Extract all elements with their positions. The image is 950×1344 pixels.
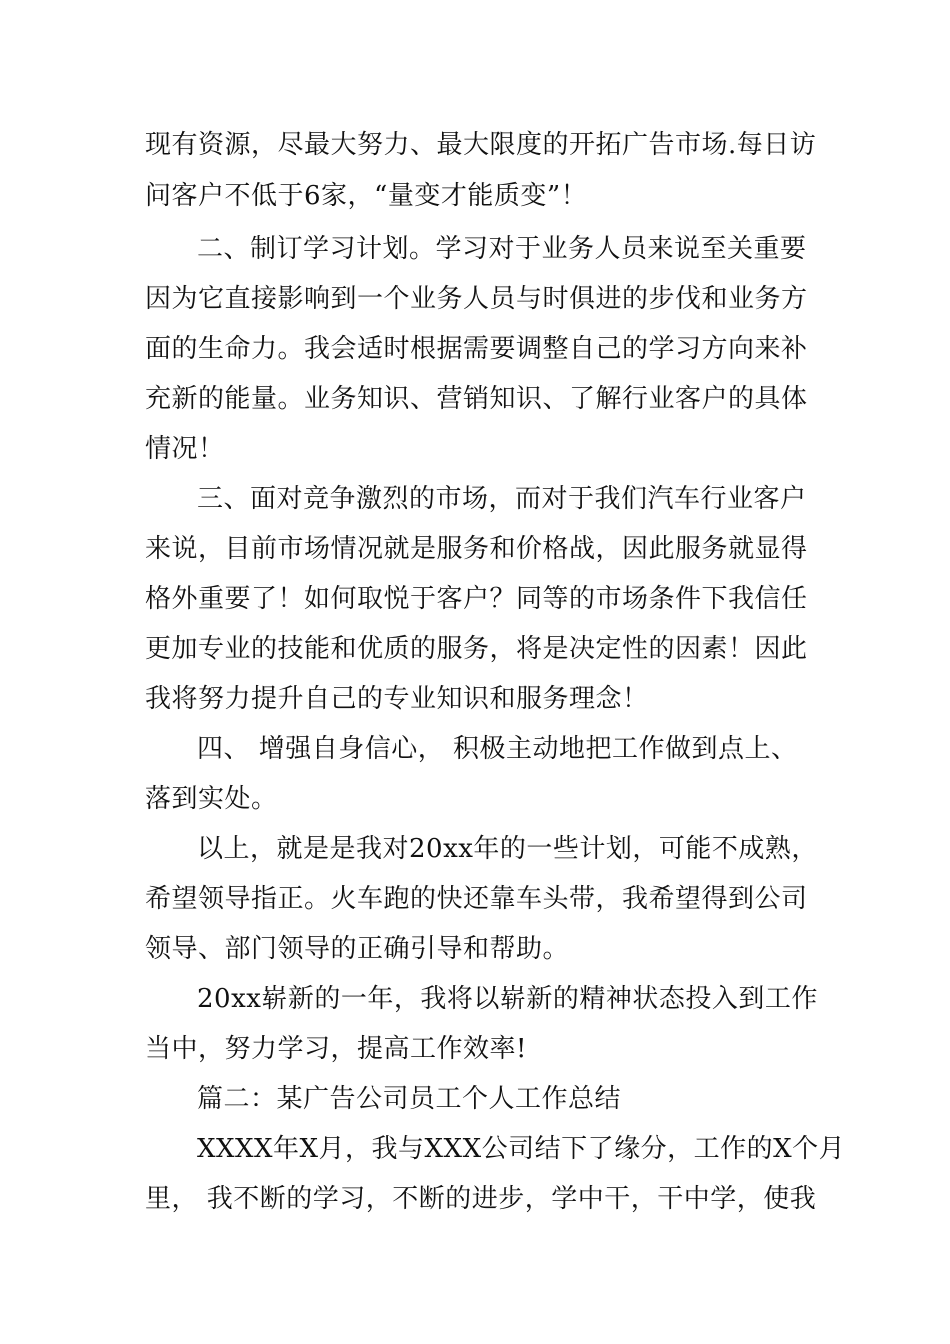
text-line: 以上，就是是我对20xx年的一些计划，可能不成熟， <box>197 834 818 864</box>
text-line: 情况！ <box>145 434 225 464</box>
text-line: 领导、部门领导的正确引导和帮助。 <box>145 934 570 964</box>
text-line: 我将努力提升自己的专业知识和服务理念！ <box>145 684 649 714</box>
text-line: 格外重要了！如何取悦于客户？同等的市场条件下我信任 <box>145 584 808 614</box>
text-line: 充新的能量。业务知识、营销知识、了解行业客户的具体 <box>145 384 808 414</box>
section-heading: 篇二：某广告公司员工个人工作总结 <box>197 1084 622 1114</box>
text-line: XXXX年X月，我与XXX公司结下了缘分，工作的X个月 <box>197 1134 846 1164</box>
text-line: 四、 增强自身信心， 积极主动地把工作做到点上、 <box>197 734 798 764</box>
text-line: 希望领导指正。火车跑的快还靠车头带，我希望得到公司 <box>145 884 808 914</box>
text-line: 问客户不低于6家，“量变才能质变”！ <box>145 181 588 211</box>
text-line: 20xx崭新的一年，我将以崭新的精神状态投入到工作 <box>197 984 818 1014</box>
text-line: 来说，目前市场情况就是服务和价格战，因此服务就显得 <box>145 534 808 564</box>
text-line: 当中，努力学习，提高工作效率! <box>145 1034 527 1064</box>
text-line: 现有资源，尽最大努力、最大限度的开拓广告市场.每日访 <box>145 130 817 160</box>
text-line: 三、面对竞争激烈的市场，而对于我们汽车行业客户 <box>197 484 807 514</box>
text-line: 面的生命力。我会适时根据需要调整自己的学习方向来补 <box>145 334 808 364</box>
text-line: 二、制订学习计划。学习对于业务人员来说至关重要 <box>197 234 807 264</box>
text-line: 更加专业的技能和优质的服务，将是决定性的因素！因此 <box>145 634 808 664</box>
text-line: 落到实处。 <box>145 784 278 814</box>
text-line: 里， 我不断的学习，不断的进步，学中干，干中学，使我 <box>145 1184 817 1214</box>
text-line: 因为它直接影响到一个业务人员与时俱进的步伐和业务方 <box>145 284 808 314</box>
